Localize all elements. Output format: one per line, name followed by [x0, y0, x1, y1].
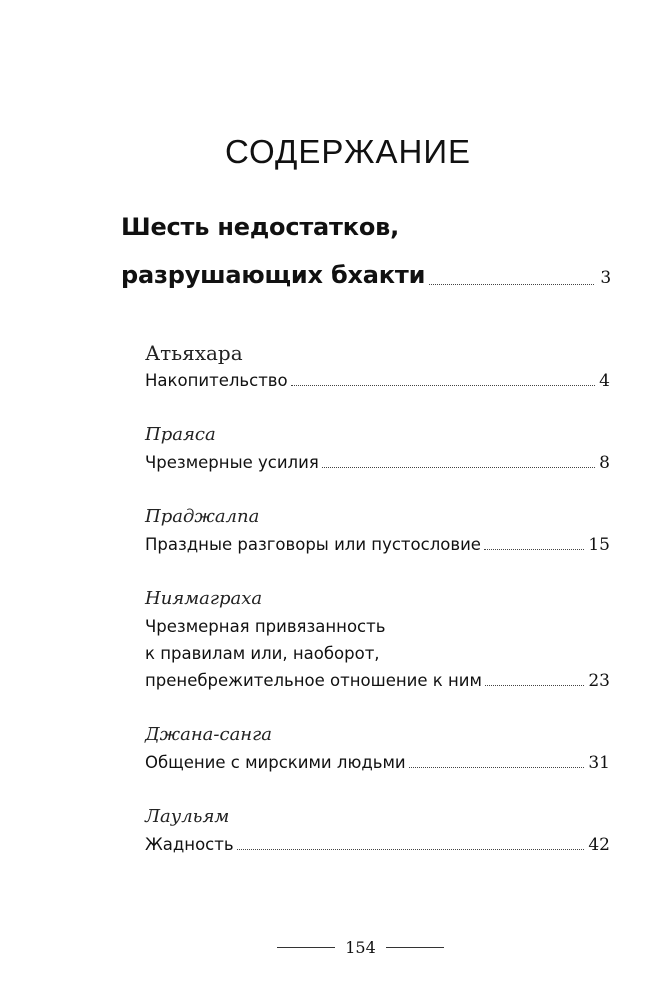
entry-page: 8	[599, 453, 610, 473]
dot-leader	[291, 385, 596, 386]
entry-title: Праджалпа	[145, 506, 260, 527]
entry-title: Атьяхара	[145, 341, 243, 365]
entry-title: Праяса	[145, 424, 216, 445]
entry-page: 23	[588, 671, 610, 691]
entry-text: Жадность	[145, 835, 234, 854]
entry-page: 42	[588, 835, 610, 855]
toc-entry	[145, 503, 610, 559]
entry-text: пренебрежительное отношение к ним	[145, 671, 482, 690]
main-heading	[121, 203, 611, 302]
entry-text: Чрезмерные усилия	[145, 453, 319, 472]
entry-title: Лаульям	[145, 806, 230, 827]
entry-page: 15	[588, 535, 610, 555]
toc-entry	[145, 721, 610, 777]
entry-text: Накопительство	[145, 371, 288, 390]
dot-leader	[322, 467, 595, 468]
entry-text: Праздные разговоры или пустословие	[145, 535, 481, 554]
toc-entry	[145, 421, 610, 477]
main-heading-row	[121, 251, 611, 302]
entry-page: 4	[599, 371, 610, 391]
page-title: СОДЕРЖАНИЕ	[224, 133, 472, 170]
entry-row	[145, 449, 610, 477]
entry-row	[145, 667, 610, 695]
toc-entry	[145, 585, 610, 695]
entry-title: Ниямаграха	[145, 588, 263, 609]
footer-rule-left	[277, 947, 335, 948]
main-heading-line-2: разрушающих бхакти	[121, 261, 426, 289]
entry-text: к правилам или, наоборот,	[145, 644, 380, 663]
entry-row	[145, 367, 610, 395]
entry-row	[145, 749, 610, 777]
toc-entry	[145, 803, 610, 859]
dot-leader	[485, 685, 584, 686]
dot-leader	[237, 849, 585, 850]
entry-title: Джана-санга	[145, 724, 272, 745]
toc-entries	[145, 339, 610, 885]
footer-rule-right	[386, 947, 444, 948]
entry-row	[145, 531, 610, 559]
entry-page: 31	[588, 753, 610, 773]
dot-leader	[409, 767, 585, 768]
page-number: 154	[345, 938, 376, 957]
dot-leader	[429, 284, 594, 285]
main-heading-page: 3	[600, 268, 611, 288]
dot-leader	[484, 549, 584, 550]
main-heading-line-1: Шесть недостатков,	[121, 213, 400, 241]
page-footer	[0, 938, 661, 957]
toc-entry	[145, 339, 610, 395]
entry-text: Общение с мирскими людьми	[145, 753, 406, 772]
entry-text: Чрезмерная привязанность	[145, 617, 386, 636]
entry-row	[145, 831, 610, 859]
